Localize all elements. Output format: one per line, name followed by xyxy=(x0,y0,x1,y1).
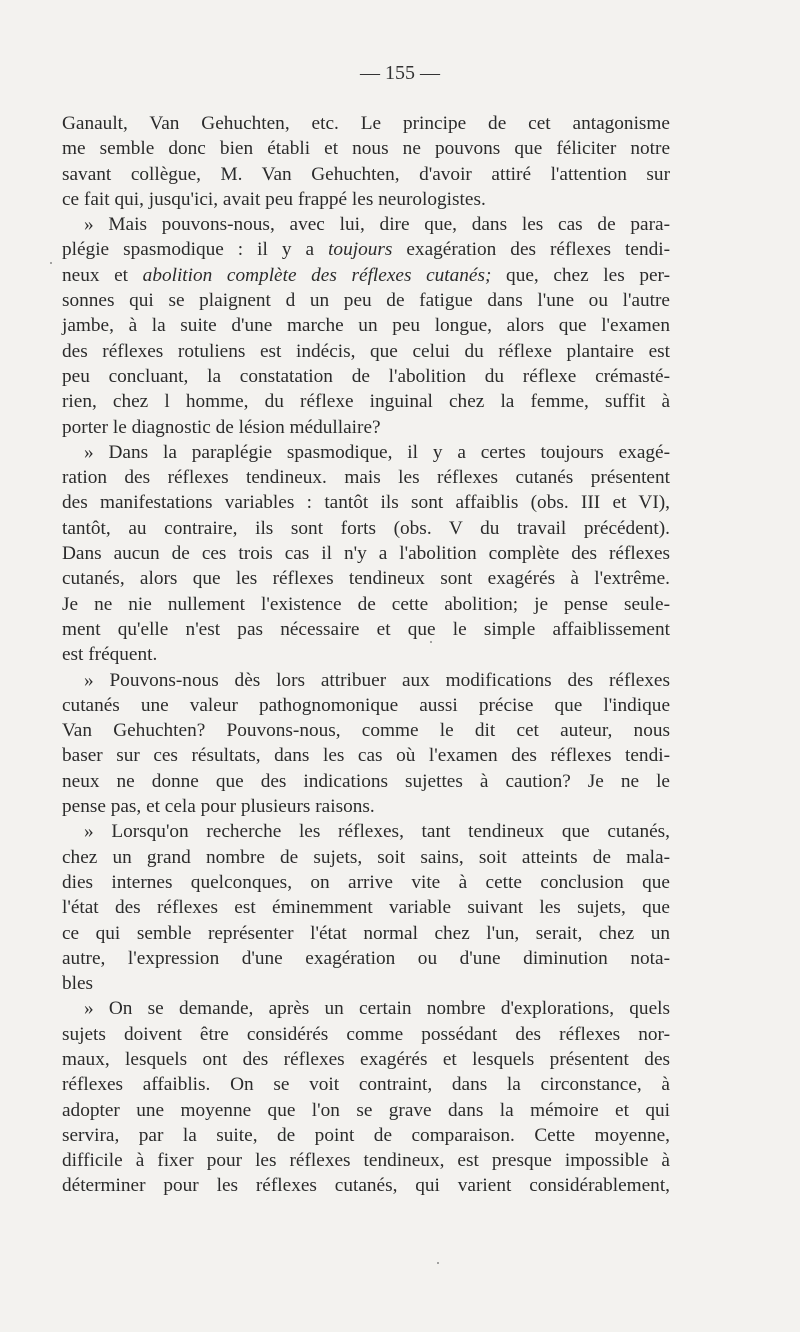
text-line xyxy=(62,693,670,718)
text-segment: Ganault, Van Gehuchten, etc. Le principe de cet antagonisme xyxy=(62,113,670,134)
text-segment: cutanés, alors que les réflexes tendineux sont exagérés à l'extrême. xyxy=(62,568,670,590)
text-segment: dies internes quelconques, on arrive vite à cette conclusion que xyxy=(62,871,670,893)
text-line xyxy=(62,263,670,288)
text-segment: difficile à fixer pour les réflexes tendineux, est presque impossible à xyxy=(62,1150,670,1172)
text-line xyxy=(62,339,670,364)
text-segment: exagération des réflexes tendi- xyxy=(392,239,671,261)
text-line xyxy=(62,794,670,819)
text-line xyxy=(62,1022,670,1047)
text-segment: ce qui semble représenter l'état normal chez l'un, serait, chez un xyxy=(62,922,670,944)
text-segment: rien, chez l homme, du réflexe inguinal chez la femme, suffit à xyxy=(62,391,670,413)
text-segment: » Mais pouvons-nous, avec lui, dire que, dans les cas de para- xyxy=(84,214,670,236)
text-line xyxy=(62,162,670,187)
text-segment: porter le diagnostic de lésion médullaire? xyxy=(62,416,381,438)
text-line xyxy=(62,592,670,617)
text-segment: ce fait qui, jusqu'ici, avait peu frappé les neurologistes. xyxy=(62,188,486,210)
text-line xyxy=(62,1173,670,1198)
text-segment: Je ne nie nullement l'existence de cette abolition; je pense seule- xyxy=(62,593,670,615)
text-segment: pense pas, et cela pour plusieurs raisons. xyxy=(62,796,375,818)
text-segment: sonnes qui se plaignent d un peu de fatigue dans l'une ou l'autre xyxy=(62,290,670,312)
text-line xyxy=(62,566,670,591)
text-line xyxy=(62,111,670,136)
text-line xyxy=(62,237,670,262)
italic-text: toujours xyxy=(328,239,393,261)
text-segment: maux, lesquels ont des réflexes exagérés et lesquels présentent des xyxy=(62,1048,670,1070)
text-segment: plégie spasmodique : il y a xyxy=(62,239,329,261)
text-segment: neux et xyxy=(62,264,143,286)
text-line xyxy=(62,364,670,389)
text-line xyxy=(62,971,670,996)
text-segment: ration des réflexes tendineux. mais les réflexes cutanés présentent xyxy=(62,467,670,489)
text-line xyxy=(62,743,670,768)
text-line xyxy=(62,465,670,490)
text-line xyxy=(62,1047,670,1072)
text-line xyxy=(62,1072,670,1097)
text-segment: baser sur ces résultats, dans les cas où l'examen des réflexes tendi- xyxy=(62,745,670,767)
text-line xyxy=(62,440,670,465)
text-line xyxy=(62,187,670,212)
text-line xyxy=(62,490,670,515)
text-segment: est fréquent. xyxy=(62,644,158,666)
text-line xyxy=(62,1098,670,1123)
text-line xyxy=(62,895,670,920)
text-line xyxy=(62,921,670,946)
text-line xyxy=(62,769,670,794)
text-segment: » Lorsqu'on recherche les réflexes, tant tendineux que cutanés, xyxy=(84,821,670,843)
text-segment: me semble donc bien établi et nous ne pouvons que féliciter notre xyxy=(62,138,670,160)
text-line xyxy=(62,313,670,338)
italic-text: abolition complète des réflexes cutanés; xyxy=(142,264,492,286)
text-segment: des manifestations variables : tantôt ils sont affaiblis (obs. III et VI), xyxy=(62,492,670,514)
text-line xyxy=(62,870,670,895)
text-segment: cutanés une valeur pathognomonique aussi précise que l'indique xyxy=(62,694,670,716)
text-line xyxy=(62,415,670,440)
text-segment: » Dans la paraplégie spasmodique, il y a certes toujours exagé- xyxy=(84,441,670,463)
text-line xyxy=(62,819,670,844)
text-segment: jambe, à la suite d'une marche un peu longue, alors que l'examen xyxy=(62,315,670,337)
text-line xyxy=(62,1123,670,1148)
text-line xyxy=(62,541,670,566)
text-segment: neux ne donne que des indications sujettes à caution? Je ne le xyxy=(62,770,670,792)
text-segment: peu concluant, la constatation de l'abolition du réflexe crémasté- xyxy=(62,365,670,387)
body-text xyxy=(62,111,670,1199)
text-line xyxy=(62,389,670,414)
text-segment: Van Gehuchten? Pouvons-nous, comme le dit cet auteur, nous xyxy=(62,720,670,742)
text-line xyxy=(62,136,670,161)
text-segment: tantôt, au contraire, ils sont forts (obs. V du travail précédent). xyxy=(62,517,670,539)
text-segment: » Pouvons-nous dès lors attribuer aux modifications des réflexes xyxy=(84,669,670,691)
text-line xyxy=(62,288,670,313)
text-line xyxy=(62,212,670,237)
text-segment: bles xyxy=(62,973,94,995)
text-line xyxy=(62,668,670,693)
text-segment: adopter une moyenne que l'on se grave dans la mémoire et qui xyxy=(62,1099,670,1121)
text-segment: sujets doivent être considérés comme possédant des réflexes nor- xyxy=(62,1023,670,1045)
text-segment: que, chez les per- xyxy=(491,264,671,286)
text-line xyxy=(62,718,670,743)
text-segment: chez un grand nombre de sujets, soit sains, soit atteints de mala- xyxy=(62,846,670,868)
text-line xyxy=(62,1148,670,1173)
text-line xyxy=(62,516,670,541)
text-segment: ment qu'elle n'est pas nécessaire et que le simple affaiblissement xyxy=(62,618,670,640)
text-segment: servira, par la suite, de point de comparaison. Cette moyenne, xyxy=(62,1124,670,1146)
text-line xyxy=(62,845,670,870)
text-segment: réflexes affaiblis. On se voit contraint, dans la circonstance, à xyxy=(62,1074,670,1096)
text-line xyxy=(62,946,670,971)
text-segment: l'état des réflexes est éminemment variable suivant les sujets, que xyxy=(62,897,670,919)
text-line xyxy=(62,642,670,667)
text-segment: des réflexes rotuliens est indécis, que celui du réflexe plantaire est xyxy=(62,340,670,362)
text-segment: Dans aucun de ces trois cas il n'y a l'abolition complète des réflexes xyxy=(62,543,670,565)
text-segment: savant collègue, M. Van Gehuchten, d'avoir attiré l'attention sur xyxy=(62,163,670,185)
print-speck xyxy=(437,1262,439,1264)
print-speck xyxy=(430,641,432,643)
print-speck xyxy=(50,262,52,264)
page-number: — 155 — xyxy=(360,62,440,84)
text-line xyxy=(62,617,670,642)
text-segment: autre, l'expression d'une exagération ou d'une diminution nota- xyxy=(62,947,670,969)
text-segment: déterminer pour les réflexes cutanés, qui varient considérablement, xyxy=(62,1175,670,1197)
text-line xyxy=(62,996,670,1021)
text-segment: » On se demande, après un certain nombre d'explorations, quels xyxy=(84,998,670,1020)
